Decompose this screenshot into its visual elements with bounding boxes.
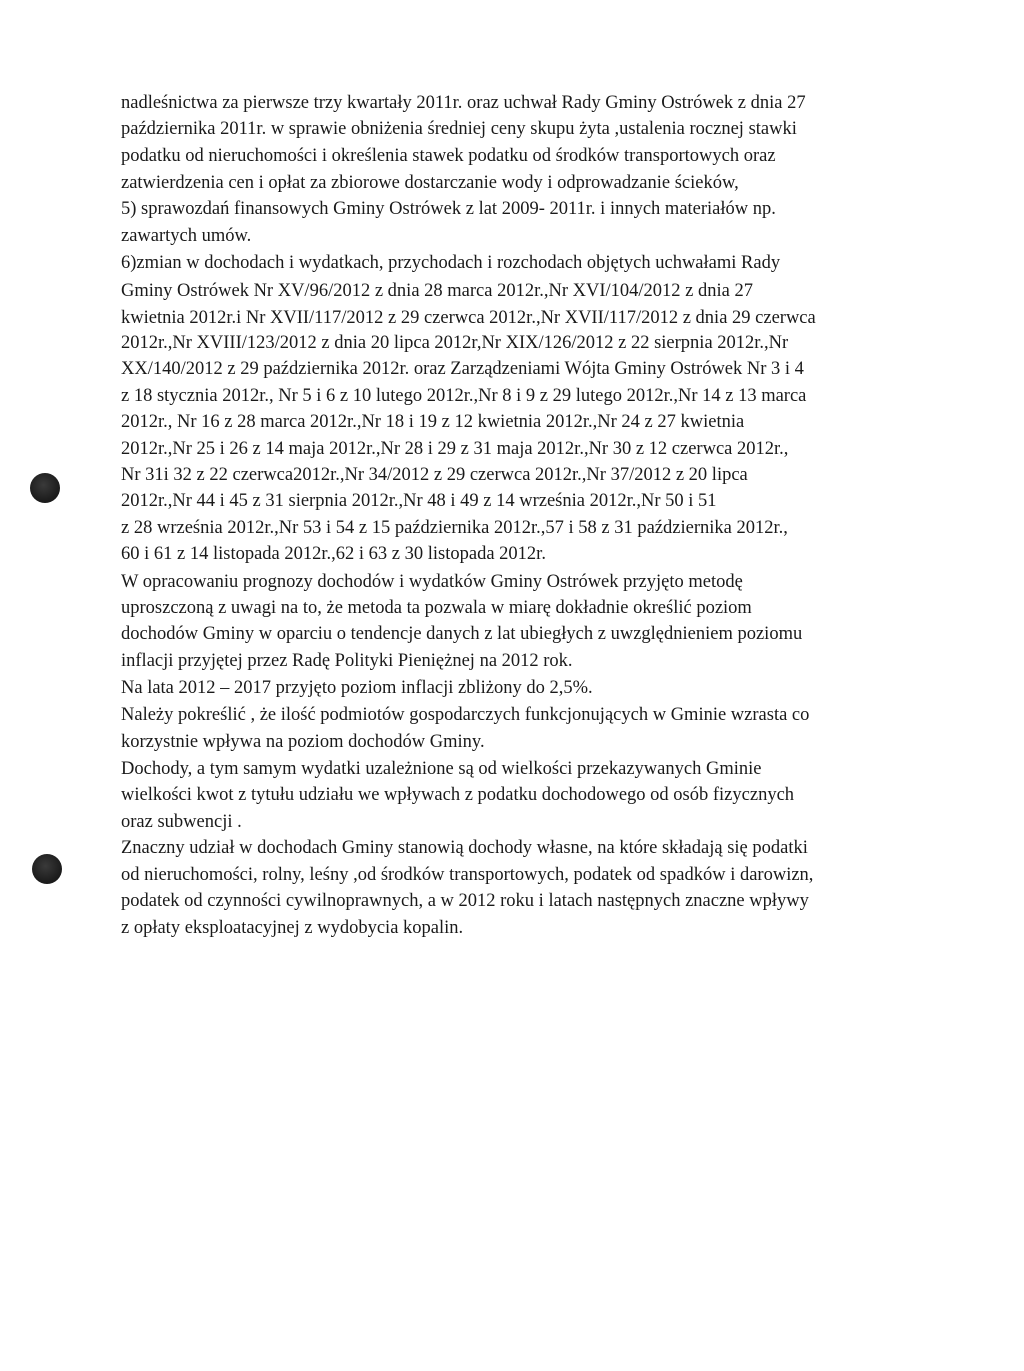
text-line: 2012r., Nr 16 z 28 marca 2012r.,Nr 18 i 19 z 12 kwietnia 2012r.,Nr 24 z 27 kwietnia [121,412,745,432]
text-line: korzystnie wpływa na poziom dochodów Gminy. [121,732,485,752]
text-line: Należy pokreślić , że ilość podmiotów gospodarczych funkcjonujących w Gminie wzrasta co [121,705,810,725]
text-line: podatku od nieruchomości i określenia stawek podatku od środków transportowych oraz [121,146,776,166]
text-line: zatwierdzenia cen i opłat za zbiorowe dostarczanie wody i odprowadzanie ścieków, [121,173,739,193]
text-line: dochodów Gminy w oparciu o tendencje danych z lat ubiegłych z uwzględnieniem poziomu [121,624,803,644]
text-line: Nr 31i 32 z 22 czerwca2012r.,Nr 34/2012 z 29 czerwca 2012r.,Nr 37/2012 z 20 lipca [121,465,748,485]
text-line: 2012r.,Nr XVIII/123/2012 z dnia 20 lipca 2012r,Nr XIX/126/2012 z 22 sierpnia 2012r.,Nr [121,333,789,353]
text-line: Znaczny udział w dochodach Gminy stanowią dochody własne, na które składają się podatki [121,838,808,858]
text-line: Dochody, a tym samym wydatki uzależnione są od wielkości przekazywanych Gminie [121,759,762,779]
text-line: od nieruchomości, rolny, leśny ,od środków transportowych, podatek od spadków i darowizn, [121,865,814,885]
text-line: kwietnia 2012r.i Nr XVII/117/2012 z 29 czerwca 2012r.,Nr XVII/117/2012 z dnia 29 czerwca [121,308,816,328]
text-line: Na lata 2012 – 2017 przyjęto poziom inflacji zbliżony do 2,5%. [121,678,593,698]
text-line: nadleśnictwa za pierwsze trzy kwartały 2011r. oraz uchwał Rady Gminy Ostrówek z dnia 27 [121,93,806,113]
text-line: W opracowaniu prognozy dochodów i wydatków Gminy Ostrówek przyjęto metodę [121,572,743,592]
text-line: 2012r.,Nr 25 i 26 z 14 maja 2012r.,Nr 28 i 29 z 31 maja 2012r.,Nr 30 z 12 czerwca 2012r., [121,439,789,459]
text-line: zawartych umów. [121,226,252,246]
text-line: oraz subwencji . [121,812,242,832]
text-line: inflacji przyjętej przez Radę Polityki Pieniężnej na 2012 rok. [121,651,573,671]
text-line: uproszczoną z uwagi na to, że metoda ta pozwala w miarę dokładnie określić poziom [121,598,752,618]
text-line: 5) sprawozdań finansowych Gminy Ostrówek z lat 2009- 2011r. i innych materiałów np. [121,199,776,219]
text-line: z 28 września 2012r.,Nr 53 i 54 z 15 października 2012r.,57 i 58 z 31 października 2012r., [121,518,788,538]
text-line: z opłaty eksploatacyjnej z wydobycia kopalin. [121,918,464,938]
text-line: października 2011r. w sprawie obniżenia średniej ceny skupu żyta ,ustalenia rocznej stawki [121,119,797,139]
text-line: podatek od czynności cywilnoprawnych, a w 2012 roku i latach następnych znaczne wpływy [121,891,809,911]
text-line: wielkości kwot z tytułu udziału we wpływach z podatku dochodowego od osób fizycznych [121,785,795,805]
text-line: z 18 stycznia 2012r., Nr 5 i 6 z 10 lutego 2012r.,Nr 8 i 9 z 29 lutego 2012r.,Nr 14 z 13 marca [121,386,807,406]
text-line: XX/140/2012 z 29 października 2012r. oraz Zarządzeniami Wójta Gminy Ostrówek Nr 3 i 4 [121,359,804,379]
text-line: Gminy Ostrówek Nr XV/96/2012 z dnia 28 marca 2012r.,Nr XVI/104/2012 z dnia 27 [121,281,753,301]
text-line: 2012r.,Nr 44 i 45 z 31 sierpnia 2012r.,Nr 48 i 49 z 14 września 2012r.,Nr 50 i 51 [121,491,717,511]
text-line: 60 i 61 z 14 listopada 2012r.,62 i 63 z 30 listopada 2012r. [121,544,546,564]
text-line: 6)zmian w dochodach i wydatkach, przychodach i rozchodach objętych uchwałami Rady [121,253,781,273]
punch-hole-bottom [32,854,62,884]
punch-hole-top [30,473,60,503]
